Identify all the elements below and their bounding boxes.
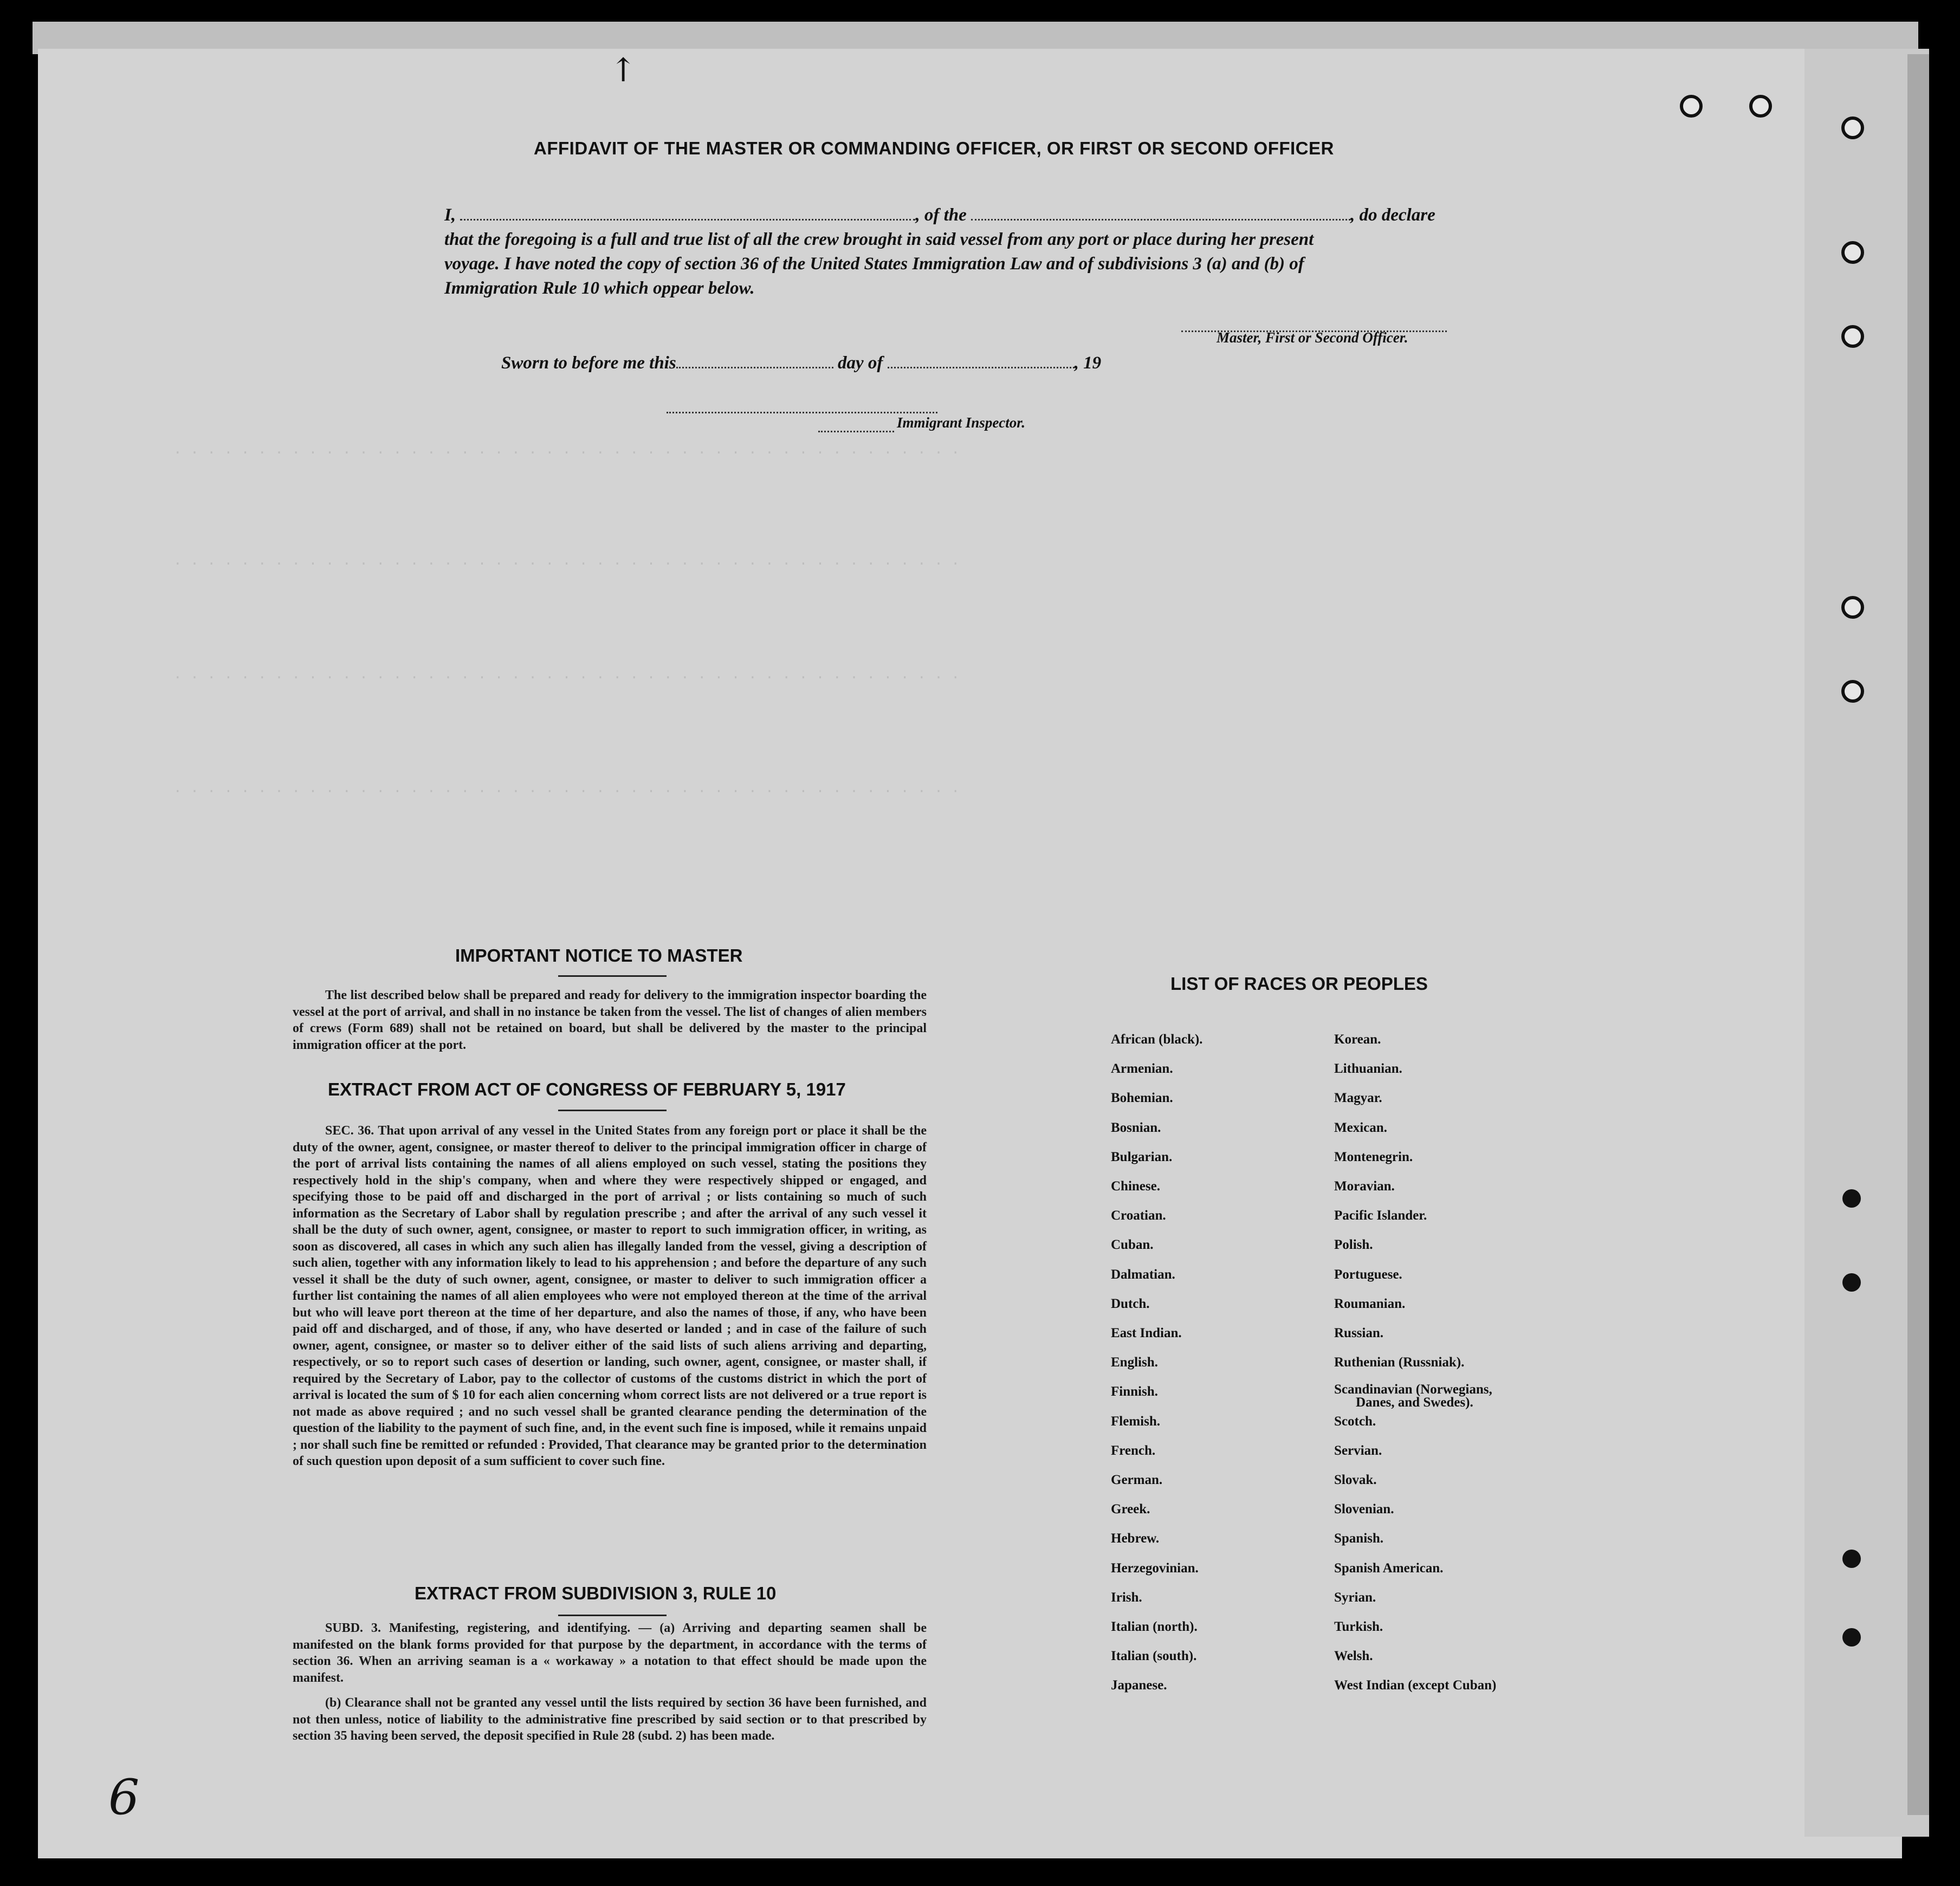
- right-race-item: Syrian.: [1334, 1590, 1376, 1605]
- races-title: LIST OF RACES OR PEOPLES: [1170, 974, 1428, 994]
- right-race-item: Moravian.: [1334, 1179, 1395, 1194]
- right-race-item: Scotch.: [1334, 1414, 1376, 1429]
- affidavit-title: AFFIDAVIT OF THE MASTER OR COMMANDING OFFICER, OR FIRST OR SECOND OFFICER: [534, 138, 1334, 158]
- right-race-item: Slovenian.: [1334, 1502, 1394, 1517]
- left-race-item: French.: [1111, 1443, 1156, 1458]
- vessel-blank[interactable]: [971, 219, 1350, 221]
- notice-title: IMPORTANT NOTICE TO MASTER: [455, 945, 743, 965]
- declaration-line-3: voyage. I have noted the copy of section 36 of the United States Immigration Law and of subdivisions 3 (a) and (b) of: [444, 254, 1304, 274]
- left-race-item: Chinese.: [1111, 1179, 1160, 1194]
- left-race-item: Armenian.: [1111, 1061, 1173, 1077]
- right-race-item: Spanish.: [1334, 1531, 1384, 1546]
- left-race-item: Dutch.: [1111, 1296, 1150, 1311]
- binder-hole-icon: [1841, 241, 1864, 264]
- right-race-item-cont: Danes, and Swedes).: [1356, 1395, 1473, 1410]
- declaration-i: I,: [444, 205, 456, 225]
- sworn-month-blank[interactable]: [888, 367, 1075, 368]
- right-race-item: Polish.: [1334, 1237, 1373, 1253]
- right-race-item: Portuguese.: [1334, 1267, 1402, 1282]
- left-race-item: Bulgarian.: [1111, 1149, 1173, 1164]
- left-race-item: German.: [1111, 1473, 1163, 1487]
- left-race-item: Italian (south).: [1111, 1649, 1197, 1664]
- binder-hole-icon: [1841, 325, 1864, 348]
- do-declare-label: , do declare: [1350, 205, 1435, 225]
- binder-hole-icon: [1680, 95, 1703, 118]
- of-the-label: , of the: [915, 205, 967, 225]
- right-race-item: Pacific Islander.: [1334, 1208, 1427, 1223]
- sworn-day-blank[interactable]: [676, 367, 833, 368]
- notice-title-rule: [558, 975, 667, 977]
- left-race-item: Croatian.: [1111, 1208, 1166, 1223]
- inspector-dotline-short: [818, 425, 894, 435]
- binder-dot-icon: [1842, 1550, 1861, 1568]
- right-race-item: Mexican.: [1334, 1120, 1387, 1135]
- left-race-item: Finnish.: [1111, 1384, 1158, 1399]
- left-race-item: English.: [1111, 1355, 1158, 1370]
- extract-act-text: SEC. 36. That upon arrival of any vessel in the United States from any foreign port or place it shall be the duty of the owner, agent, consignee, or master thereof to deliver to the principal immigration officer in charge of the port of arrival lists containing the names of all aliens employed on such vessel, stating the positions they respectively hold in the ship's company, when and where they were respectively shipped or engaged, and specifying those to be paid off and discharged in the port of arrival ; or lists containing so much of such information as the Secretary of Labor shall by regulation prescribe ; and after the arrival of any such vessel it shall be the duty of such owner, agent, consignee, or master to report to such immigration officer, in writing, as soon as discovered, all cases in which any such alien has illegally landed from the vessel, giving a description of such alien, together with any information likely to lead to his apprehension ; and before the departure of any such vessel it shall be the duty of such owner, agent, consignee, or master to deliver to such immigration officer a further list containing the names of all alien employees who were not employed thereon at the time of the arrival but who will leave port thereon at the time of her departure, and also the names of those, if any, who have been paid off and discharged, and of those, if any, who have deserted or landed ; and in case of the failure of such owner, agent, consignee, or master so to deliver either of the said lists of such aliens arriving and departing, respectively, or so to report such cases of desertion or landing, such owner, agent, consignee, or master shall, if required by the Secretary of Labor, pay to the collector of customs of the customs district in which the port of arrival is located the sum of $ 10 for each alien concerning whom correct lists are not delivered or a true report is not made as above required ; and no such vessel shall be granted clearance pending the determination of the question of the liability to the payment of such fine, and, in the event such fine is imposed, while it remains unpaid ; nor shall such fine be remitted or refunded : Provided, That clearance may be granted prior to the determination of such question upon deposit of a sum sufficient to cover such fine.: [293, 1124, 927, 1468]
- left-race-item: Bohemian.: [1111, 1091, 1173, 1106]
- left-race-item: Herzegovinian.: [1111, 1560, 1199, 1576]
- left-race-item: African (black).: [1111, 1032, 1203, 1047]
- binder-dot-icon: [1842, 1189, 1861, 1208]
- extract-rule-text-b: (b) Clearance shall not be granted any vessel until the lists required by section 36 have been furnished, and not then unless, notice of liability to the administrative fine prescribed by said section or to that prescribed by section 35 having been served, the deposit specified in Rule 28 (subd. 2) has been made.: [293, 1696, 927, 1743]
- left-race-item: Japanese.: [1111, 1678, 1167, 1693]
- right-race-item: Roumanian.: [1334, 1296, 1406, 1311]
- handwritten-mark: ↑: [610, 51, 637, 89]
- binder-hole-icon: [1841, 596, 1864, 619]
- right-race-item: Servian.: [1334, 1443, 1382, 1458]
- binder-dot-icon: [1842, 1273, 1861, 1292]
- extract-act-title: EXTRACT FROM ACT OF CONGRESS OF FEBRUARY 5, 1917: [328, 1079, 846, 1099]
- right-race-item: Turkish.: [1334, 1619, 1383, 1634]
- year-label: , 19: [1074, 353, 1102, 373]
- sworn-line: [501, 351, 1101, 375]
- master-signature-label: Master, First or Second Officer.: [1217, 329, 1408, 346]
- right-race-item: Montenegrin.: [1334, 1149, 1413, 1164]
- right-race-item: Spanish American.: [1334, 1560, 1444, 1576]
- document-page: [38, 49, 1902, 1858]
- left-race-item: Dalmatian.: [1111, 1267, 1175, 1282]
- left-race-item: East Indian.: [1111, 1326, 1182, 1340]
- declaration-line-4: Immigration Rule 10 which oppear below.: [444, 278, 755, 298]
- extract-rule-title: EXTRACT FROM SUBDIVISION 3, RULE 10: [415, 1583, 777, 1603]
- left-race-item: Hebrew.: [1111, 1531, 1160, 1546]
- declaration-line-2: that the foregoing is a full and true list of all the crew brought in said vessel from any port or place during her present: [444, 230, 1314, 249]
- name-blank[interactable]: [460, 219, 915, 221]
- handwritten-page-number: 6: [108, 1769, 140, 1826]
- left-race-item: Greek.: [1111, 1502, 1150, 1517]
- extract-act-rule: [558, 1110, 667, 1111]
- right-race-item: Korean.: [1334, 1032, 1381, 1047]
- inspector-signature-label: Immigrant Inspector.: [897, 414, 1026, 431]
- notice-text: The list described below shall be prepared and ready for delivery to the immigration inspector boarding the vessel at the port of arrival, and shall in no instance be taken from the vessel. The list of changes of alien members of crews (Form 689) shall not be retained on board, but shall be delivered by the master to the principal immigration officer at the port.: [293, 988, 927, 1052]
- left-race-item: Irish.: [1111, 1590, 1142, 1605]
- right-race-item: Slovak.: [1334, 1473, 1377, 1487]
- binder-hole-icon: [1841, 116, 1864, 139]
- left-race-item: Flemish.: [1111, 1414, 1160, 1429]
- sworn-label: Sworn to before me this: [501, 353, 676, 373]
- right-race-item: Russian.: [1334, 1326, 1384, 1340]
- left-race-item: Bosnian.: [1111, 1120, 1161, 1135]
- left-race-item: Cuban.: [1111, 1237, 1154, 1253]
- extract-rule-text-a: SUBD. 3. Manifesting, registering, and identifying. — (a) Arriving and departing seamen shall be manifested on the blank forms provided for that purpose by the department, in accordance with the terms of section 36. When an arriving seaman is a « workaway » a notation to that effect should be made upon the manifest.: [293, 1621, 927, 1685]
- right-race-item: Welsh.: [1334, 1649, 1373, 1664]
- binder-dot-icon: [1842, 1628, 1861, 1647]
- extract-rule-rule: [558, 1615, 667, 1616]
- right-race-item: Lithuanian.: [1334, 1061, 1402, 1077]
- day-of-label: day of: [837, 353, 883, 373]
- right-race-item: West Indian (except Cuban): [1334, 1678, 1497, 1693]
- right-race-item: Magyar.: [1334, 1091, 1382, 1106]
- binder-hole-icon: [1749, 95, 1772, 118]
- binding-edge: [1907, 54, 1929, 1815]
- right-race-item: Scandinavian (Norwegians,: [1334, 1382, 1492, 1397]
- declaration-line-1: [444, 203, 1485, 228]
- binder-hole-icon: [1841, 680, 1864, 703]
- right-race-item: Ruthenian (Russniak).: [1334, 1355, 1465, 1370]
- left-race-item: Italian (north).: [1111, 1619, 1198, 1634]
